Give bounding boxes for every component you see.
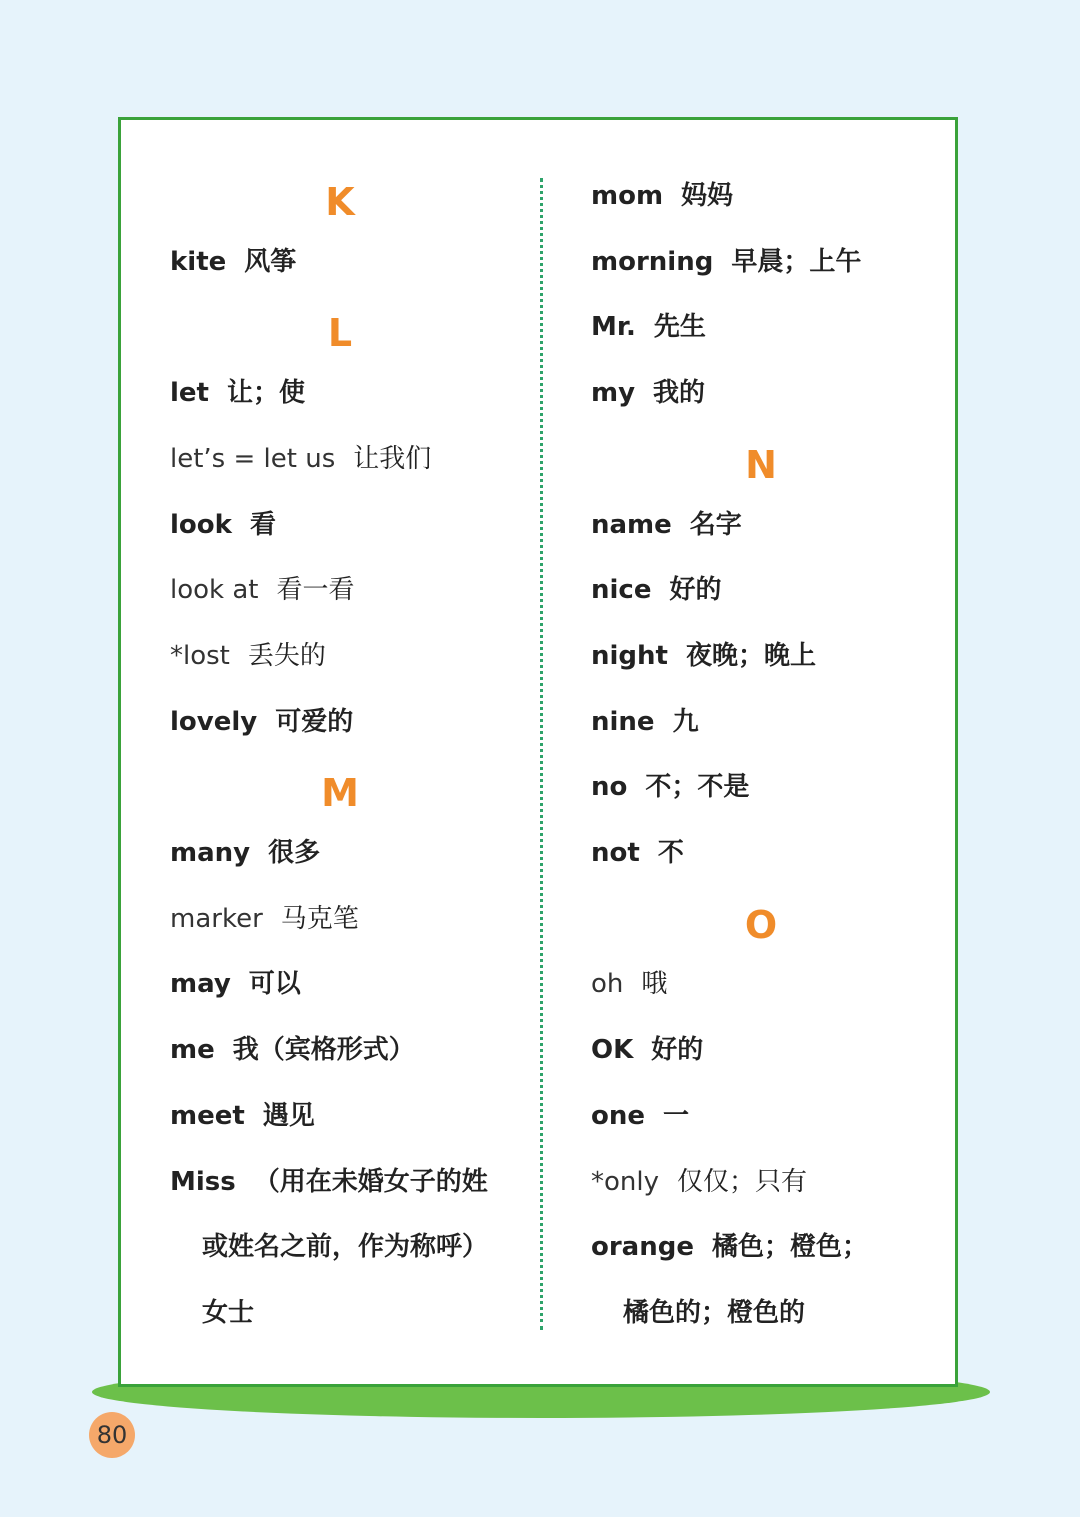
chinese-meaning: 可爱的 (275, 707, 354, 737)
glossary-entry (170, 1032, 415, 1068)
english-word: Mr. (591, 312, 636, 342)
section-letter: N (745, 443, 777, 487)
glossary-entry (591, 1098, 689, 1134)
glossary-entry (591, 638, 816, 674)
english-word: *only (591, 1167, 659, 1197)
chinese-meaning: 好的 (669, 575, 722, 605)
section-letter: O (744, 903, 778, 947)
glossary-entry (591, 966, 667, 1002)
chinese-meaning-continued: 橘色的；橙色的 (623, 1298, 806, 1328)
chinese-meaning: 橘色；橙色； (711, 1232, 868, 1262)
glossary-entry (170, 901, 359, 937)
section-letter: M (321, 771, 359, 815)
english-word: OK (591, 1035, 634, 1065)
glossary-entry (591, 309, 706, 345)
glossary-entry (591, 704, 699, 740)
glossary-entry (170, 966, 301, 1002)
chinese-meaning: 可以 (248, 969, 301, 999)
chinese-meaning: 不；不是 (645, 772, 750, 802)
english-word: name (591, 510, 672, 540)
chinese-meaning: 风筝 (244, 247, 297, 277)
glossary-entry (170, 638, 326, 674)
english-word: Miss (170, 1167, 236, 1197)
english-word: no (591, 772, 628, 802)
chinese-meaning: 看一看 (276, 575, 355, 605)
chinese-meaning: 丢失的 (247, 641, 326, 671)
english-word: *lost (170, 641, 230, 671)
english-word: many (170, 838, 251, 868)
chinese-meaning: 先生 (653, 312, 706, 342)
chinese-meaning: 好的 (651, 1035, 704, 1065)
chinese-meaning: 看 (249, 510, 276, 540)
glossary-entry (170, 244, 296, 280)
chinese-meaning: 遇见 (262, 1101, 315, 1131)
english-word: kite (170, 247, 227, 277)
english-word: lovely (170, 707, 258, 737)
chinese-meaning: 早晨；上午 (731, 247, 862, 277)
english-word: orange (591, 1232, 694, 1262)
glossary-entry (170, 507, 276, 543)
glossary-entry (591, 375, 705, 411)
glossary-entry (170, 572, 355, 608)
glossary-entry (591, 178, 733, 214)
english-word: me (170, 1035, 215, 1065)
english-word: let (170, 378, 209, 408)
section-letter: K (325, 180, 355, 224)
chinese-meaning: 一 (663, 1101, 690, 1131)
english-word: look (170, 510, 232, 540)
english-word: one (591, 1101, 646, 1131)
chinese-meaning: 不 (657, 838, 684, 868)
chinese-meaning: 名字 (689, 510, 742, 540)
english-word: morning (591, 247, 714, 277)
chinese-meaning: （用在未婚女子的姓 (253, 1167, 488, 1197)
glossary-entry (170, 441, 431, 477)
chinese-meaning: 夜晚；晚上 (685, 641, 816, 671)
english-word: look at (170, 575, 259, 605)
english-word: oh (591, 969, 624, 999)
page-number: 80 (89, 1412, 135, 1458)
chinese-meaning-continued: 或姓名之前，作为称呼） (202, 1232, 489, 1262)
glossary-entry (170, 1098, 315, 1134)
glossary-entry (170, 835, 320, 871)
glossary-entry (591, 244, 861, 280)
glossary-entry (591, 835, 684, 871)
glossary-entry (591, 1032, 703, 1068)
column-divider (540, 178, 543, 1330)
english-word: mom (591, 181, 664, 211)
english-word: nine (591, 707, 655, 737)
glossary-entry (591, 572, 721, 608)
english-word: night (591, 641, 668, 671)
glossary-entry (170, 375, 305, 411)
glossary-entry (591, 507, 742, 543)
chinese-meaning: 马克笔 (280, 904, 359, 934)
chinese-meaning: 哦 (641, 969, 668, 999)
english-word: meet (170, 1101, 245, 1131)
english-word: marker (170, 904, 263, 934)
section-letter: L (327, 311, 353, 355)
glossary-entry (170, 1164, 488, 1200)
chinese-meaning: 妈妈 (681, 181, 734, 211)
english-word: may (170, 969, 231, 999)
glossary-entry (591, 1164, 807, 1200)
chinese-meaning: 我（宾格形式） (232, 1035, 415, 1065)
english-word: nice (591, 575, 652, 605)
english-word: my (591, 378, 636, 408)
english-word: not (591, 838, 640, 868)
chinese-meaning: 仅仅；只有 (677, 1167, 808, 1197)
glossary-entry (170, 704, 353, 740)
chinese-meaning: 九 (672, 707, 699, 737)
chinese-meaning: 我的 (653, 378, 706, 408)
chinese-meaning: 很多 (268, 838, 321, 868)
chinese-meaning: 让我们 (353, 444, 432, 474)
chinese-meaning-continued: 女士 (202, 1298, 255, 1328)
chinese-meaning: 让；使 (226, 378, 305, 408)
english-word: let’s = let us (170, 444, 336, 474)
glossary-entry (591, 1229, 868, 1265)
glossary-entry (591, 769, 749, 805)
